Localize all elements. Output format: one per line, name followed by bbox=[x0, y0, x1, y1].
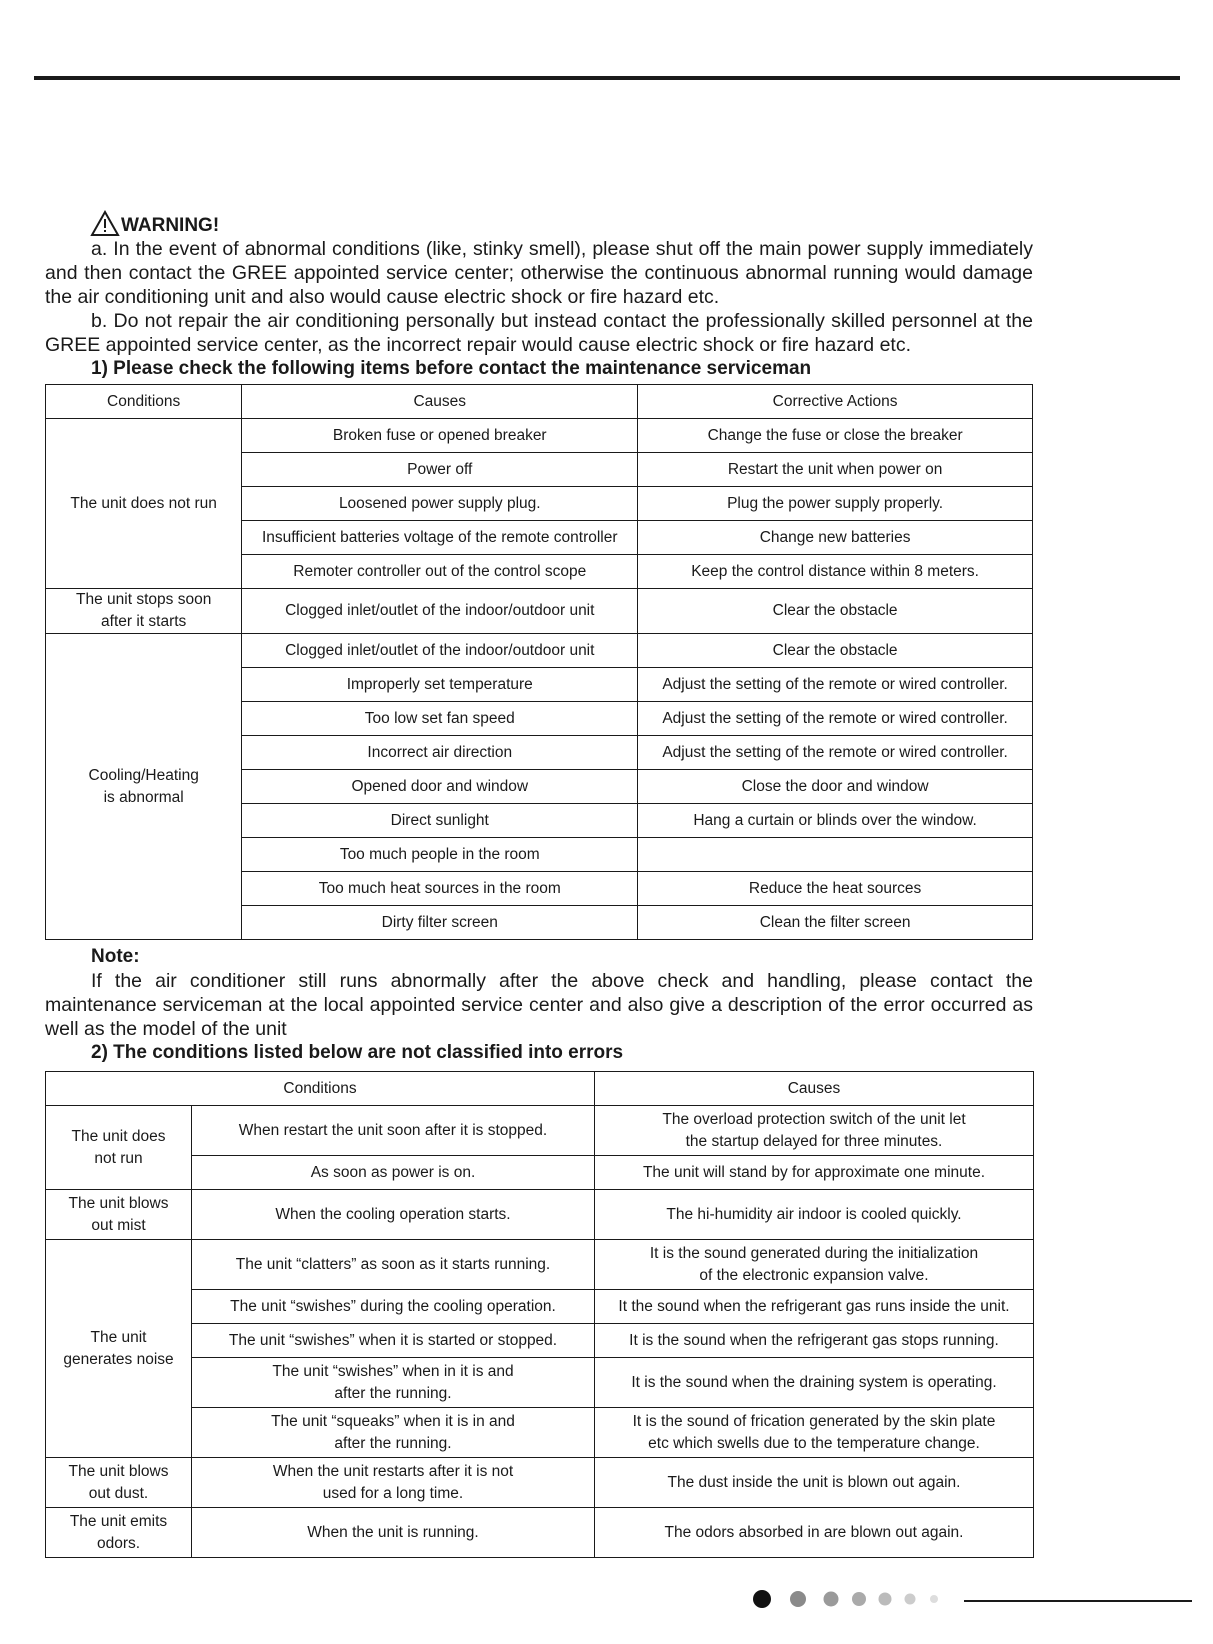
cause-cell: Opened door and window bbox=[242, 770, 638, 804]
section2-heading: 2) The conditions listed below are not classified into errors bbox=[91, 1042, 624, 1063]
table-row bbox=[46, 1106, 1034, 1156]
condition-cell bbox=[46, 1240, 192, 1458]
page-dot bbox=[930, 1595, 938, 1603]
cause-cell: It is the sound when the refrigerant gas stops running. bbox=[595, 1324, 1034, 1358]
condition-cell bbox=[46, 1458, 192, 1508]
cause-line: It is the sound generated during the initialization bbox=[649, 1244, 979, 1262]
situation-line: The unit “swishes” when in it is and bbox=[272, 1362, 514, 1380]
cause-cell: Too much people in the room bbox=[242, 838, 638, 872]
cause-cell: Loosened power supply plug. bbox=[242, 487, 638, 521]
action-cell: Change new batteries bbox=[638, 521, 1033, 555]
warning-paragraph-a: a. In the event of abnormal conditions (like, stinky smell), please shut off the main power supply immediately and then contact the GREE appointed service center; otherwise the continuous abnormal running would damage the air conditioning unit and also would cause electric shock or fire hazard etc. bbox=[45, 238, 1033, 308]
situation-cell: When restart the unit soon after it is stopped. bbox=[192, 1106, 595, 1156]
cause-cell bbox=[595, 1408, 1034, 1458]
cause-cell: The dust inside the unit is blown out again. bbox=[595, 1458, 1034, 1508]
situation-cell: When the cooling operation starts. bbox=[192, 1190, 595, 1240]
warning-title-text: WARNING! bbox=[121, 215, 220, 236]
table-row bbox=[46, 1240, 1034, 1290]
condition-cell bbox=[46, 589, 242, 634]
action-cell: Clean the filter screen bbox=[638, 906, 1033, 940]
cause-cell: Remoter controller out of the control scope bbox=[242, 555, 638, 589]
situation-cell: The unit “swishes” during the cooling operation. bbox=[192, 1290, 595, 1324]
cause-cell bbox=[595, 1106, 1034, 1156]
situation-line: used for a long time. bbox=[322, 1484, 464, 1502]
page-dot bbox=[852, 1592, 866, 1606]
page-content bbox=[45, 210, 1033, 1558]
condition-line: The unit stops soon bbox=[76, 591, 212, 608]
action-cell: Adjust the setting of the remote or wired controller. bbox=[638, 668, 1033, 702]
non-error-conditions-table bbox=[45, 1071, 1034, 1558]
action-cell: Keep the control distance within 8 meters. bbox=[638, 555, 1033, 589]
table-row bbox=[46, 1324, 1034, 1358]
cause-line: the startup delayed for three minutes. bbox=[685, 1132, 943, 1150]
table-row bbox=[46, 1190, 1034, 1240]
header-conditions: Conditions bbox=[46, 1072, 595, 1106]
table-row bbox=[46, 1458, 1034, 1508]
action-cell: Close the door and window bbox=[638, 770, 1033, 804]
warning-paragraph-b: b. Do not repair the air conditioning personally but instead contact the professionally skilled personnel at the GREE appointed service center, as the incorrect repair would cause electric shock or fire hazard etc. bbox=[45, 310, 1033, 356]
table-row bbox=[46, 589, 1033, 634]
table-row bbox=[46, 419, 1033, 453]
condition-cell bbox=[46, 634, 242, 940]
situation-cell: When the unit is running. bbox=[192, 1508, 595, 1558]
page-dot bbox=[879, 1593, 892, 1606]
situation-cell: As soon as power is on. bbox=[192, 1156, 595, 1190]
situation-cell bbox=[192, 1408, 595, 1458]
condition-line: Cooling/Heating bbox=[88, 766, 199, 784]
header-corrective-actions: Corrective Actions bbox=[638, 385, 1033, 419]
situation-line: after the running. bbox=[334, 1384, 452, 1402]
bottom-rule bbox=[964, 1600, 1192, 1602]
condition-line: odors. bbox=[96, 1534, 141, 1552]
cause-cell: Clogged inlet/outlet of the indoor/outdoor unit bbox=[242, 589, 638, 634]
table-row bbox=[46, 1358, 1034, 1408]
condition-line: The unit bbox=[90, 1328, 147, 1346]
action-cell: Reduce the heat sources bbox=[638, 872, 1033, 906]
situation-cell bbox=[192, 1358, 595, 1408]
header-conditions: Conditions bbox=[46, 385, 242, 419]
cause-cell: The odors absorbed in are blown out again. bbox=[595, 1508, 1034, 1558]
table-row bbox=[46, 1408, 1034, 1458]
warning-title bbox=[90, 210, 1033, 237]
note-text: If the air conditioner still runs abnormally after the above check and handling, please contact the maintenance serviceman at the local appointed service center and also give a description of the error occurred as well as the model of the unit bbox=[45, 970, 1033, 1040]
situation-cell: The unit “swishes” when it is started or stopped. bbox=[192, 1324, 595, 1358]
condition-line: The unit blows bbox=[68, 1194, 169, 1212]
check-items-table bbox=[45, 384, 1033, 940]
cause-cell: Too low set fan speed bbox=[242, 702, 638, 736]
cause-cell: Too much heat sources in the room bbox=[242, 872, 638, 906]
cause-cell: Direct sunlight bbox=[242, 804, 638, 838]
table-row bbox=[46, 1156, 1034, 1190]
cause-cell bbox=[595, 1240, 1034, 1290]
situation-cell bbox=[192, 1458, 595, 1508]
condition-line: The unit does bbox=[71, 1127, 166, 1145]
condition-line: generates noise bbox=[63, 1350, 174, 1368]
action-cell bbox=[638, 838, 1033, 872]
condition-line: The unit blows bbox=[68, 1462, 169, 1480]
page-dot bbox=[824, 1592, 839, 1607]
action-cell: Adjust the setting of the remote or wired controller. bbox=[638, 702, 1033, 736]
cause-line: The overload protection switch of the unit let bbox=[662, 1110, 966, 1128]
condition-line: out dust. bbox=[88, 1484, 149, 1502]
situation-line: after the running. bbox=[334, 1434, 452, 1452]
cause-cell: Incorrect air direction bbox=[242, 736, 638, 770]
action-cell: Adjust the setting of the remote or wired controller. bbox=[638, 736, 1033, 770]
cause-cell: Power off bbox=[242, 453, 638, 487]
action-cell: Plug the power supply properly. bbox=[638, 487, 1033, 521]
cause-cell: It the sound when the refrigerant gas runs inside the unit. bbox=[595, 1290, 1034, 1324]
cause-line: of the electronic expansion valve. bbox=[699, 1266, 929, 1284]
page-indicator-dots bbox=[752, 1587, 952, 1611]
cause-line: It is the sound of frication generated by the skin plate bbox=[632, 1412, 996, 1430]
cause-cell: The unit will stand by for approximate one minute. bbox=[595, 1156, 1034, 1190]
header-causes: Causes bbox=[242, 385, 638, 419]
condition-line: not run bbox=[94, 1149, 143, 1167]
action-cell: Hang a curtain or blinds over the window. bbox=[638, 804, 1033, 838]
condition-line: after it starts bbox=[101, 613, 187, 630]
situation-line: The unit “squeaks” when it is in and bbox=[271, 1412, 515, 1430]
condition-cell bbox=[46, 1106, 192, 1190]
condition-cell bbox=[46, 1190, 192, 1240]
cause-cell: Improperly set temperature bbox=[242, 668, 638, 702]
action-cell: Clear the obstacle bbox=[638, 589, 1033, 634]
cause-line: etc which swells due to the temperature change. bbox=[648, 1434, 980, 1452]
situation-line: When the unit restarts after it is not bbox=[272, 1462, 514, 1480]
condition-cell bbox=[46, 1508, 192, 1558]
table-row bbox=[46, 1508, 1034, 1558]
table-header-row bbox=[46, 385, 1033, 419]
situation-cell: The unit “clatters” as soon as it starts running. bbox=[192, 1240, 595, 1290]
cause-cell: The hi-humidity air indoor is cooled quickly. bbox=[595, 1190, 1034, 1240]
page-dot bbox=[790, 1591, 806, 1607]
action-cell: Clear the obstacle bbox=[638, 634, 1033, 668]
note-title: Note: bbox=[91, 946, 140, 967]
page-dot bbox=[753, 1590, 771, 1608]
top-rule bbox=[34, 76, 1180, 80]
cause-cell: Insufficient batteries voltage of the remote controller bbox=[242, 521, 638, 555]
cause-cell: Clogged inlet/outlet of the indoor/outdoor unit bbox=[242, 634, 638, 668]
condition-cell: The unit does not run bbox=[46, 419, 242, 589]
table-row bbox=[46, 634, 1033, 668]
warning-triangle-icon bbox=[90, 210, 120, 237]
table-row bbox=[46, 1290, 1034, 1324]
action-cell: Restart the unit when power on bbox=[638, 453, 1033, 487]
condition-line: The unit emits bbox=[69, 1512, 168, 1530]
cause-cell: Broken fuse or opened breaker bbox=[242, 419, 638, 453]
table-header-row bbox=[46, 1072, 1034, 1106]
cause-cell: Dirty filter screen bbox=[242, 906, 638, 940]
section1-heading: 1) Please check the following items before contact the maintenance serviceman bbox=[91, 358, 812, 379]
cause-cell: It is the sound when the draining system is operating. bbox=[595, 1358, 1034, 1408]
action-cell: Change the fuse or close the breaker bbox=[638, 419, 1033, 453]
header-causes: Causes bbox=[595, 1072, 1034, 1106]
condition-line: out mist bbox=[91, 1216, 146, 1234]
page-dot bbox=[905, 1594, 916, 1605]
condition-line: is abnormal bbox=[103, 788, 184, 806]
